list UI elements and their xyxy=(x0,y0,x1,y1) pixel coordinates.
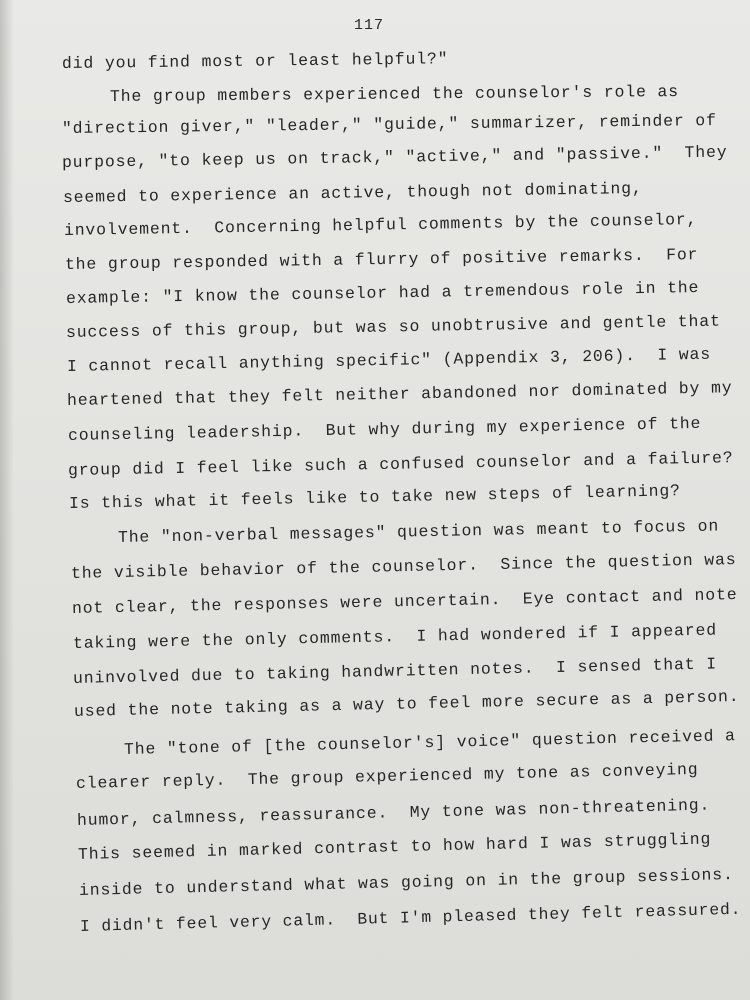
text-line: seemed to experience an active, though not dominating, xyxy=(62,178,643,207)
text-line: inside to understand what was going on in the group sessions. xyxy=(78,865,734,900)
text-line: used the note taking as a way to feel more secure as a person. xyxy=(73,686,740,721)
text-line: group did I feel like such a confused counselor and a failure? xyxy=(67,448,734,480)
text-line: The group members experienced the counselor's role as xyxy=(109,82,680,106)
text-line: did you find most or least helpful?" xyxy=(61,49,449,73)
text-line: The "tone of [the counselor's] voice" question received a xyxy=(123,726,737,759)
text-line: I cannot recall anything specific" (Appendix 3, 206). I was xyxy=(66,344,712,376)
text-line: I didn't feel very calm. But I'm pleased they felt reassured. xyxy=(79,899,742,936)
text-line: The "non-verbal messages" question was meant to focus on xyxy=(117,516,720,547)
page-number: 117 xyxy=(354,17,385,34)
text-line: the visible behavior of the counselor. Since the question was xyxy=(70,550,737,583)
text-line: counseling leadership. But why during my experience of the xyxy=(67,413,702,445)
text-line: taking were the only comments. I had wondered if I appeared xyxy=(72,620,718,653)
text-line: "direction giver," "leader," "guide," summarizer, reminder of xyxy=(61,110,717,138)
text-line: This seemed in marked contrast to how hard I was struggling xyxy=(77,829,712,864)
text-line: involvement. Concerning helpful comments by the counselor, xyxy=(63,209,698,240)
text-line: heartened that they felt neither abandoned nor dominated by my xyxy=(66,378,733,410)
text-line: humor, calmness, reassurance. My tone was non-threatening. xyxy=(76,795,711,830)
text-line: uninvolved due to taking handwritten notes. I sensed that I xyxy=(72,654,718,688)
text-line: Is this what it feels like to take new steps of learning? xyxy=(68,481,682,513)
text-line: clearer reply. The group experienced my tone as conveying xyxy=(75,759,699,793)
text-line: the group responded with a flurry of positive remarks. For xyxy=(64,245,699,274)
text-line: not clear, the responses were uncertain. Eye contact and note xyxy=(71,585,738,618)
text-line: example: "I know the counselor had a tremendous role in the xyxy=(65,277,700,308)
text-line: success of this group, but was so unobtrusive and gentle that xyxy=(65,311,721,342)
text-line: purpose, "to keep us on track," "active," and "passive." They xyxy=(61,142,728,172)
